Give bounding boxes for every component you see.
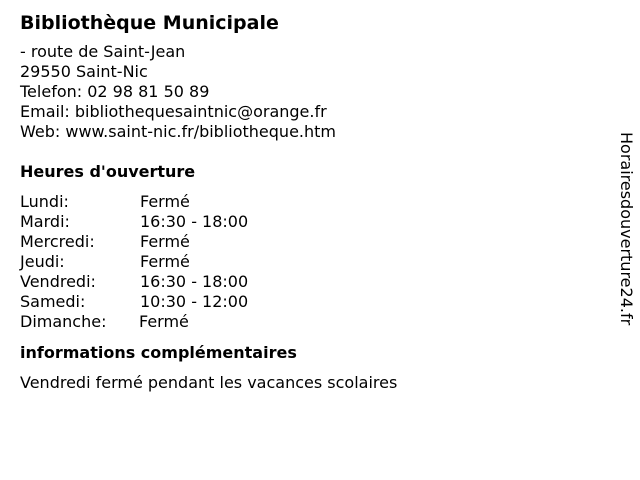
- hours-value: 16:30 - 18:00: [140, 212, 249, 231]
- phone-line[interactable]: Telefon: 02 98 81 50 89: [20, 82, 210, 101]
- hours-day: Mercredi:: [20, 232, 95, 251]
- hours-row-saturday: [20, 292, 600, 312]
- hours-day: Samedi:: [20, 292, 86, 311]
- site-watermark: Horairesdouverture24.fr: [617, 132, 636, 326]
- hours-row-thursday: [20, 252, 600, 272]
- contact-block: [20, 42, 600, 142]
- info-text: Vendredi fermé pendant les vacances scolaires: [20, 373, 398, 392]
- hours-row-tuesday: [20, 212, 600, 232]
- hours-row-sunday: [20, 312, 600, 332]
- hours-value: 16:30 - 18:00: [140, 272, 249, 291]
- hours-value: Fermé: [140, 232, 190, 251]
- hours-value: Fermé: [140, 192, 190, 211]
- hours-value: 10:30 - 12:00: [140, 292, 249, 311]
- hours-value: Fermé: [140, 252, 190, 271]
- address-city: 29550 Saint-Nic: [20, 62, 148, 81]
- hours-row-friday: [20, 272, 600, 292]
- page-title: Bibliothèque Municipale: [20, 12, 279, 34]
- hours-value: Fermé: [139, 312, 189, 331]
- hours-row-wednesday: [20, 232, 600, 252]
- web-line[interactable]: Web: www.saint-nic.fr/bibliotheque.htm: [20, 122, 336, 141]
- email-line[interactable]: Email: bibliothequesaintnic@orange.fr: [20, 102, 327, 121]
- hours-day: Mardi:: [20, 212, 70, 231]
- hours-day: Jeudi:: [20, 252, 65, 271]
- hours-day: Dimanche:: [20, 312, 107, 331]
- hours-day: Vendredi:: [20, 272, 96, 291]
- hours-heading: Heures d'ouverture: [20, 162, 196, 181]
- hours-row-monday: [20, 192, 600, 212]
- hours-day: Lundi:: [20, 192, 69, 211]
- info-heading: informations complémentaires: [20, 343, 297, 362]
- hours-table: [20, 192, 600, 332]
- page-content: [20, 10, 600, 393]
- address-street: - route de Saint-Jean: [20, 42, 186, 61]
